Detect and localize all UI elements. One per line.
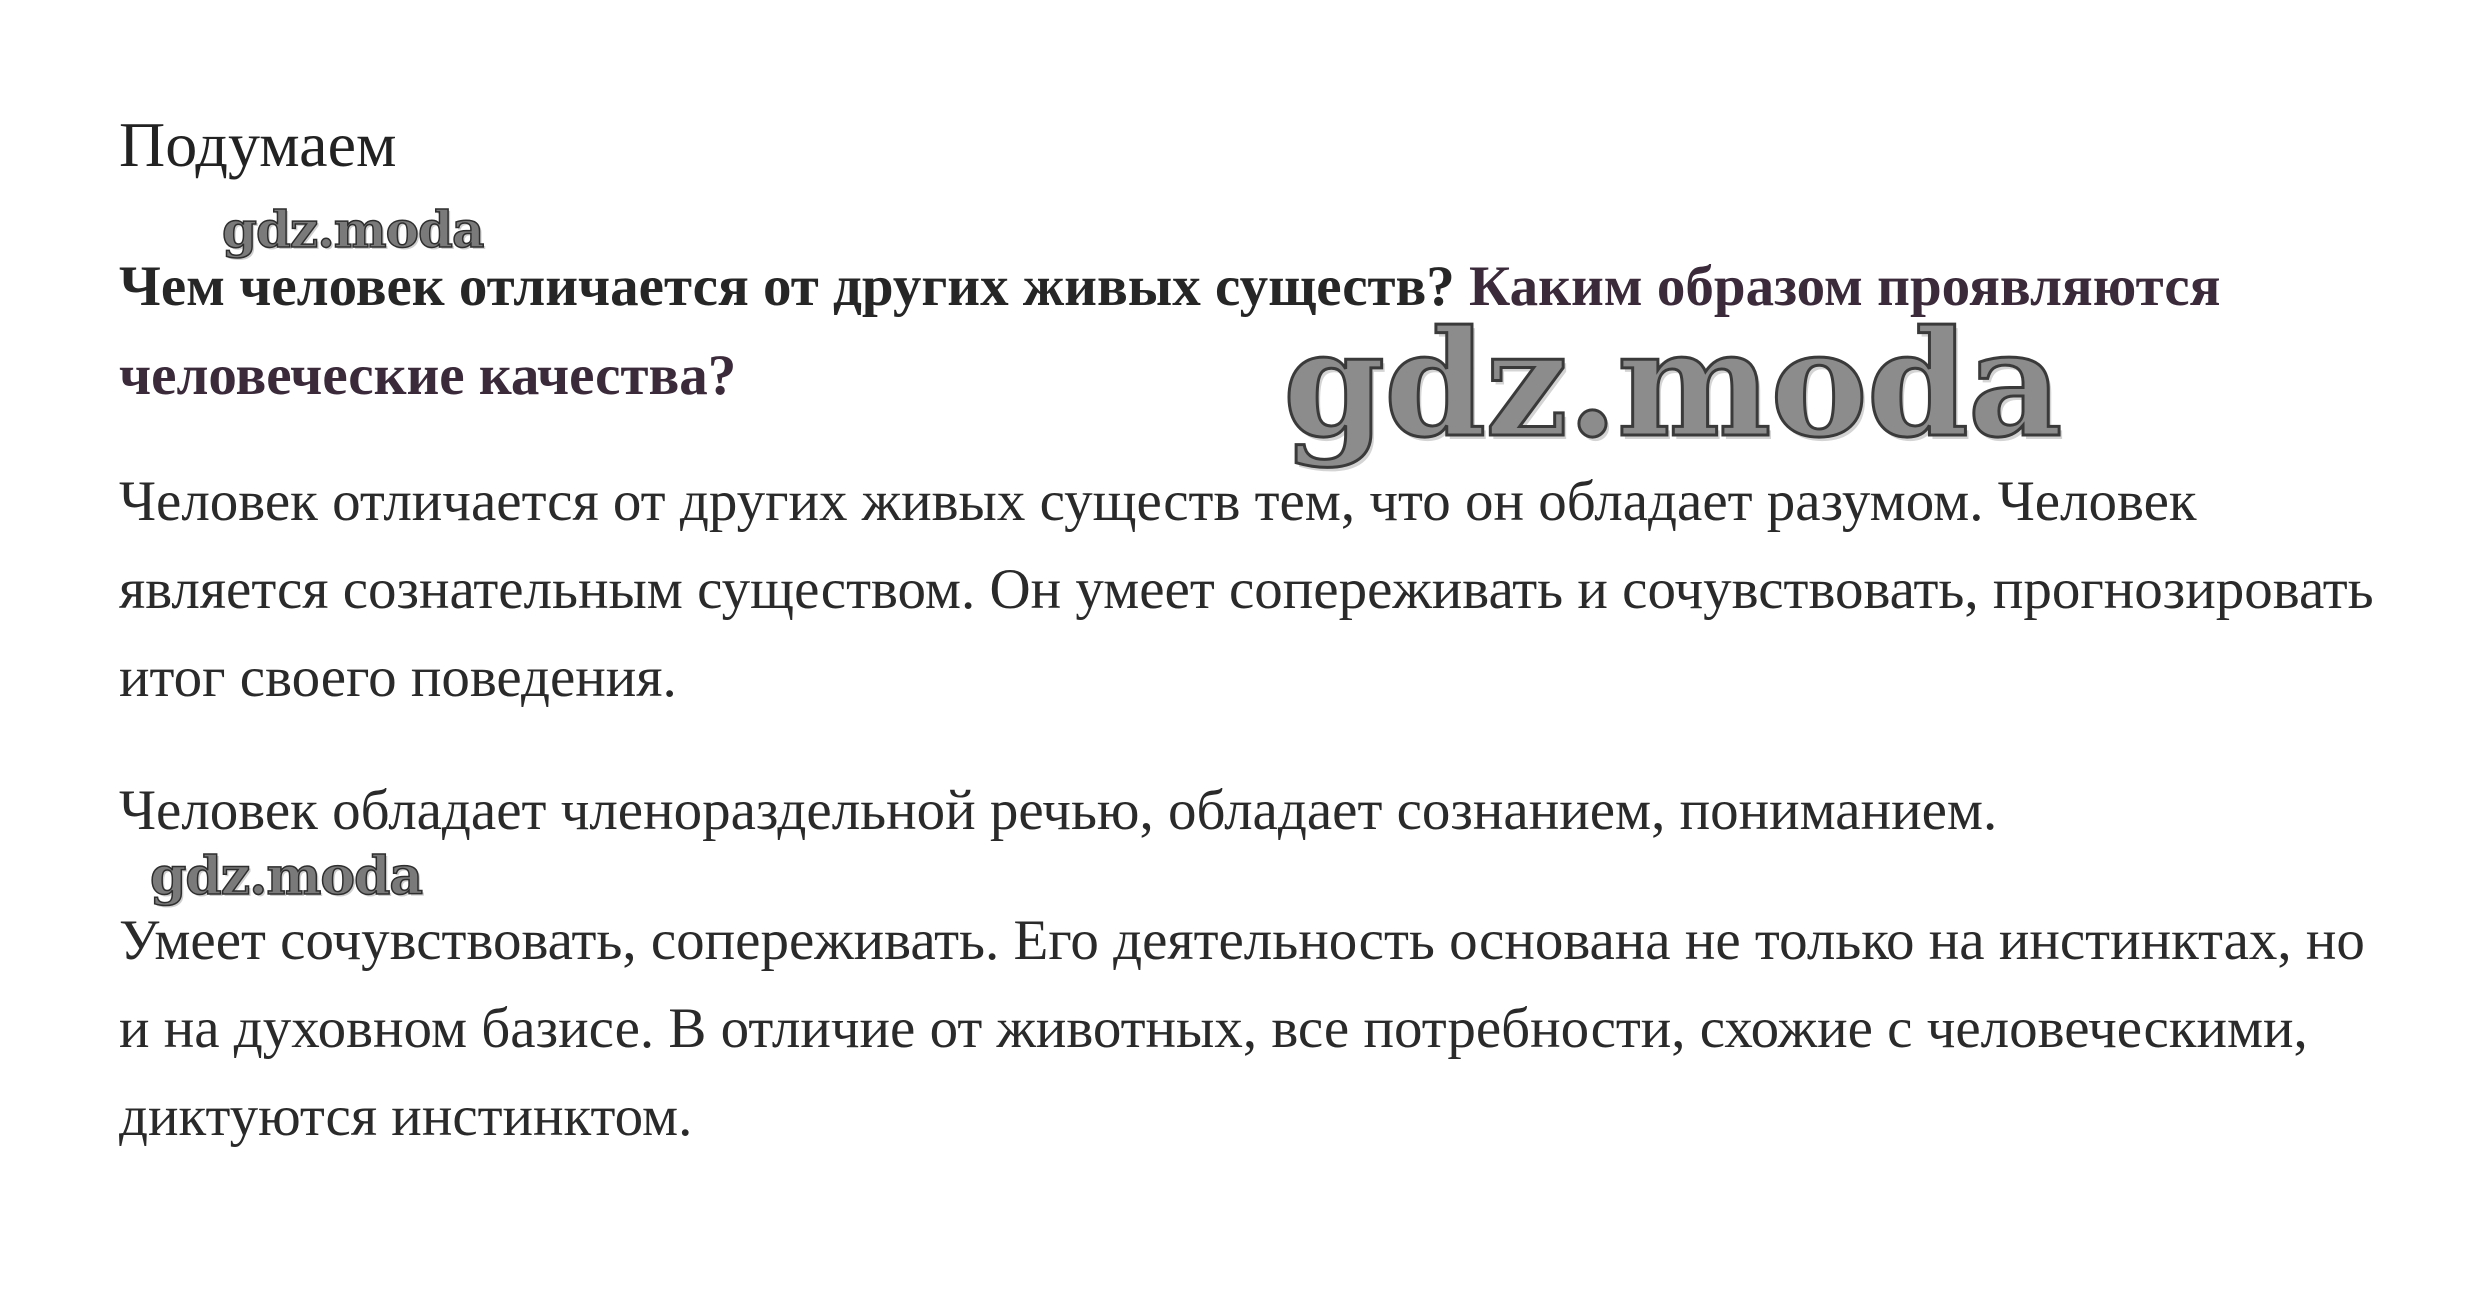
watermark-large-center: gdz.moda (1283, 299, 2062, 470)
answer-paragraph-2: Человек обладает членораздельной речью, обладает сознанием, пониманием. (119, 779, 1998, 842)
question-part-1: Чем человек отличается от других живых существ? (119, 255, 1455, 318)
section-heading: Подумаем (119, 109, 397, 180)
answer-paragraph-1: Человек отличается от других живых существ тем, что он обладает разумом. Человек является сознательным существом. Он умеет сопереживать и сочувствовать, прогнозировать итог своего поведения. (119, 470, 2374, 709)
question-part-2: Каким образом проявляются человеческие качества? (119, 255, 2221, 407)
answer-paragraph-3: Умеет сочувствовать, сопереживать. Его деятельность основана не только на инстинктах, но и на духовном базисе. В отличие от животных, все потребности, схожие с человеческими, диктуются инстинктом. (119, 909, 2365, 1148)
watermark-small-middle: gdz.moda (150, 846, 423, 907)
watermark-small-top: gdz.moda (222, 200, 484, 259)
